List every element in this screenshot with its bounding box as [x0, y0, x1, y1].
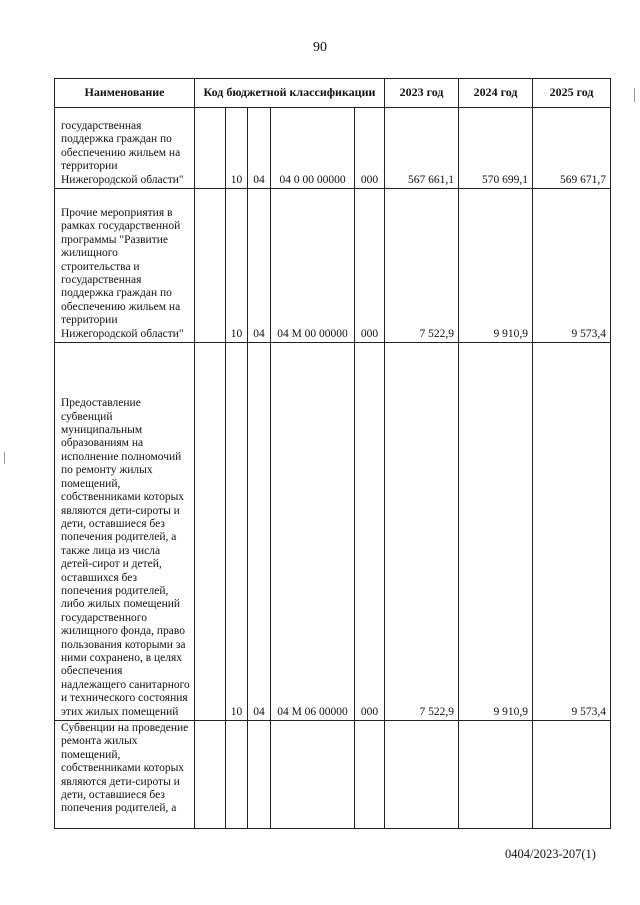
- row-value-2025: [533, 721, 611, 829]
- row-empty-code: [195, 343, 226, 721]
- page-number: 90: [313, 40, 327, 55]
- row-value-2023: [385, 721, 459, 829]
- row-target: [271, 721, 355, 829]
- row-value-2024: 9 910,9: [459, 343, 533, 721]
- row-value-2025: 9 573,4: [533, 343, 611, 721]
- row-value-2024: 570 699,1: [459, 108, 533, 189]
- row-empty-code: [195, 108, 226, 189]
- row-value-2024: 9 910,9: [459, 189, 533, 343]
- row-expense-type: 000: [355, 343, 385, 721]
- row-subsection: 04: [248, 108, 271, 189]
- table-header-row: [55, 79, 611, 108]
- scan-margin-mark: [4, 452, 5, 464]
- row-value-2024: [459, 721, 533, 829]
- row-subsection: [248, 721, 271, 829]
- row-name: Прочие мероприятия в рамках государственной программы "Развитие жилищного строительства и государственная поддержка граждан по обеспечению жильем на территории Нижегородской области": [55, 189, 195, 343]
- table-row: [55, 189, 611, 343]
- budget-table: [54, 78, 611, 829]
- document-footer-code: 0404/2023-207(1): [505, 847, 596, 861]
- row-expense-type: 000: [355, 108, 385, 189]
- row-name: Субвенции на проведение ремонта жилых помещений, собственниками которых являются дети-сироты и дети, оставшиеся без попечения родителей, а: [55, 721, 195, 829]
- row-subsection: 04: [248, 343, 271, 721]
- row-expense-type: 000: [355, 189, 385, 343]
- row-section: [226, 721, 248, 829]
- row-section: 10: [226, 343, 248, 721]
- header-2023: 2023 год: [385, 79, 459, 108]
- row-section: 10: [226, 108, 248, 189]
- table-row: [55, 343, 611, 721]
- row-target: 04 М 06 00000: [271, 343, 355, 721]
- scan-margin-mark: [634, 88, 635, 102]
- row-empty-code: [195, 189, 226, 343]
- row-value-2023: 7 522,9: [385, 189, 459, 343]
- row-target: 04 0 00 00000: [271, 108, 355, 189]
- row-value-2023: 567 661,1: [385, 108, 459, 189]
- row-expense-type: [355, 721, 385, 829]
- header-2025: 2025 год: [533, 79, 611, 108]
- row-section: 10: [226, 189, 248, 343]
- header-name: Наименование: [55, 79, 195, 108]
- table-row: [55, 108, 611, 189]
- header-code: Код бюджетной классификации: [195, 79, 385, 108]
- row-empty-code: [195, 721, 226, 829]
- row-target: 04 М 00 00000: [271, 189, 355, 343]
- table-row: [55, 721, 611, 829]
- row-value-2023: 7 522,9: [385, 343, 459, 721]
- row-subsection: 04: [248, 189, 271, 343]
- header-2024: 2024 год: [459, 79, 533, 108]
- row-value-2025: 9 573,4: [533, 189, 611, 343]
- row-value-2025: 569 671,7: [533, 108, 611, 189]
- row-name: Предоставление субвенций муниципальным образованиям на исполнение полномочий по ремонту жилых помещений, собственниками которых являются дети-сироты и дети, оставшиеся без попечения родителей, а также лица из числа детей-сирот и детей, оставшихся без попечения родителей, либо жилых помещений государственного жилищного фонда, право пользования которыми за ними сохранено, в целях обеспечения надлежащего санитарного и технического состояния этих жилых помещений: [55, 343, 195, 721]
- row-name: государственная поддержка граждан по обеспечению жильем на территории Нижегородской области": [55, 108, 195, 189]
